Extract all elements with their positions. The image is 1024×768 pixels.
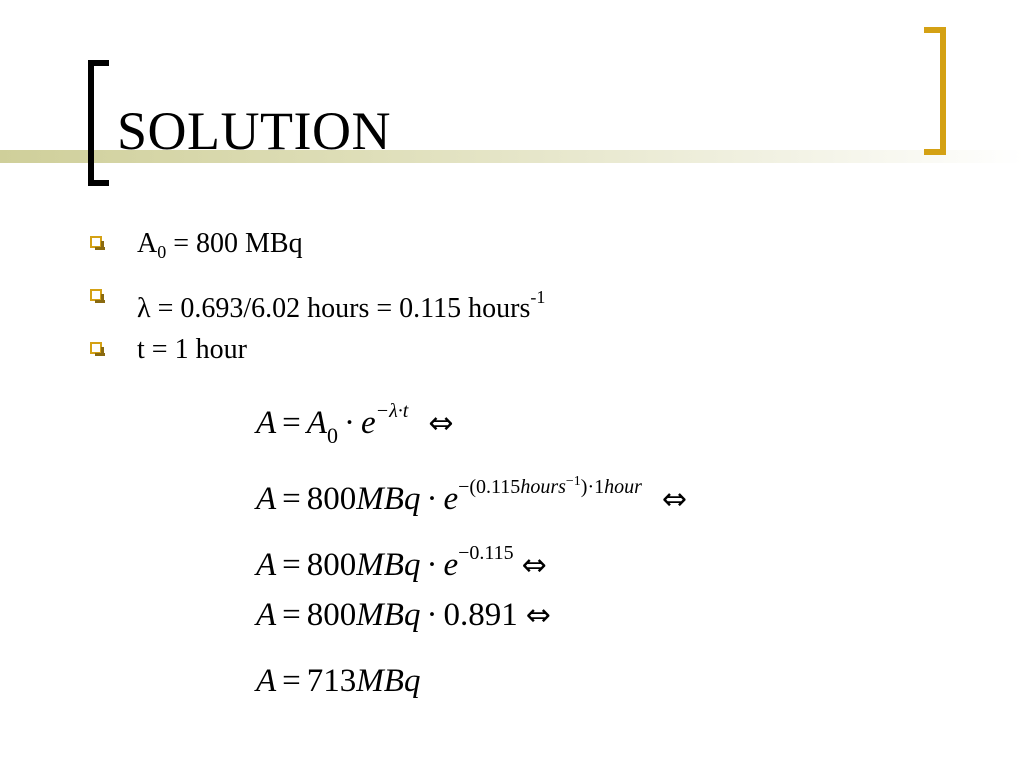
equation-line-1: $A = A_0 \cdot e^{-\lambda\cdot t}$ ⇔ bbox=[256, 400, 454, 448]
iff-symbol: ⇔ bbox=[428, 406, 454, 441]
bullet-text: $A_0 = 800$ MBq bbox=[137, 228, 303, 262]
bullet-square-icon bbox=[90, 236, 102, 248]
slide-title: SOLUTION bbox=[117, 101, 391, 161]
equation-line-5: A = 713MBq bbox=[256, 663, 421, 699]
right-bracket-decoration bbox=[924, 27, 946, 155]
equation-line-3: $A = 800MBq \cdot e^{-0.115}$ ⇔ bbox=[256, 542, 547, 583]
bullet-text: λ = 0.693/6.02 hours = 0.115 hours$^{-1}$ bbox=[137, 287, 546, 324]
equation-line-4: A = 800MBq · 0.891 ⇔ bbox=[256, 597, 551, 633]
iff-symbol: ⇔ bbox=[661, 482, 688, 517]
bullet-square-icon bbox=[90, 342, 102, 354]
equation-line-2: $A = 800MBq \cdot e^{-(0.115hours^{-1})\cdot 1hour}$ ⇔ bbox=[256, 474, 688, 517]
iff-symbol: ⇔ bbox=[525, 598, 551, 633]
iff-symbol: ⇔ bbox=[521, 548, 547, 583]
bullet-text: t = 1 hour bbox=[137, 334, 247, 365]
bullet-square-icon bbox=[90, 289, 102, 301]
left-bracket-decoration bbox=[88, 60, 109, 186]
